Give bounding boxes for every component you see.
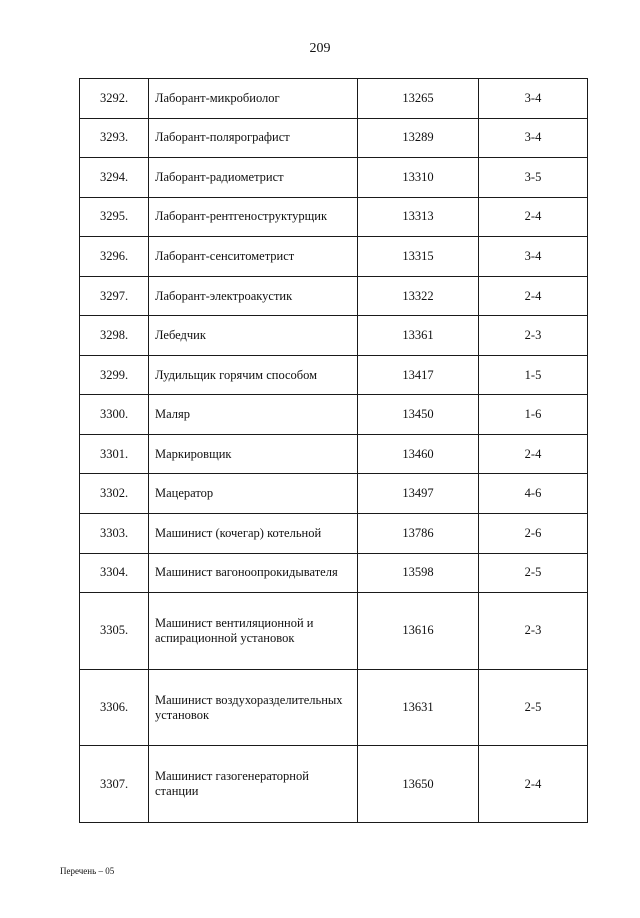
- profession-code: 13631: [358, 669, 479, 746]
- grade-range: 2-3: [479, 316, 588, 356]
- grade-range: 3-4: [479, 79, 588, 119]
- grade-range: 3-4: [479, 237, 588, 277]
- table-row: [80, 158, 588, 198]
- table-row: [80, 276, 588, 316]
- profession-name: Машинист вентиляционной и аспирационной установок: [149, 593, 358, 670]
- profession-name: Лаборант-полярографист: [149, 118, 358, 158]
- table-row: [80, 316, 588, 356]
- table-row: [80, 474, 588, 514]
- profession-name: Лаборант-микробиолог: [149, 79, 358, 119]
- profession-code: 13322: [358, 276, 479, 316]
- profession-code: 13497: [358, 474, 479, 514]
- row-number: 3292.: [80, 79, 149, 119]
- profession-code: 13289: [358, 118, 479, 158]
- row-number: 3294.: [80, 158, 149, 198]
- row-number: 3293.: [80, 118, 149, 158]
- row-number: 3295.: [80, 197, 149, 237]
- grade-range: 2-6: [479, 514, 588, 554]
- profession-code: 13313: [358, 197, 479, 237]
- row-number: 3301.: [80, 434, 149, 474]
- profession-name: Машинист газогенераторной станции: [149, 746, 358, 823]
- grade-range: 1-6: [479, 395, 588, 435]
- profession-code: 13450: [358, 395, 479, 435]
- table-row: [80, 669, 588, 746]
- grade-range: 2-5: [479, 553, 588, 593]
- profession-name: Машинист (кочегар) котельной: [149, 514, 358, 554]
- profession-code: 13650: [358, 746, 479, 823]
- page-number: 209: [309, 41, 331, 56]
- table-row: [80, 514, 588, 554]
- row-number: 3305.: [80, 593, 149, 670]
- table-row: [80, 553, 588, 593]
- table-row: [80, 593, 588, 670]
- profession-name: Маляр: [149, 395, 358, 435]
- profession-code: 13315: [358, 237, 479, 277]
- profession-name: Маркировщик: [149, 434, 358, 474]
- profession-code: 13265: [358, 79, 479, 119]
- profession-name: Мацератор: [149, 474, 358, 514]
- grade-range: 3-4: [479, 118, 588, 158]
- profession-code: 13786: [358, 514, 479, 554]
- table-row: [80, 746, 588, 823]
- profession-name: Лаборант-электроакустик: [149, 276, 358, 316]
- grade-range: 2-4: [479, 197, 588, 237]
- row-number: 3304.: [80, 553, 149, 593]
- footer-label: Перечень – 05: [60, 866, 115, 876]
- row-number: 3302.: [80, 474, 149, 514]
- row-number: 3306.: [80, 669, 149, 746]
- table-row: [80, 237, 588, 277]
- grade-range: 2-4: [479, 746, 588, 823]
- grade-range: 2-5: [479, 669, 588, 746]
- profession-name: Лаборант-рентгеноструктурщик: [149, 197, 358, 237]
- profession-code: 13310: [358, 158, 479, 198]
- profession-code: 13598: [358, 553, 479, 593]
- profession-code: 13361: [358, 316, 479, 356]
- row-number: 3297.: [80, 276, 149, 316]
- profession-name: Лаборант-радиометрист: [149, 158, 358, 198]
- row-number: 3300.: [80, 395, 149, 435]
- profession-name: Лаборант-сенситометрист: [149, 237, 358, 277]
- profession-name: Машинист воздухоразделительных установок: [149, 669, 358, 746]
- grade-range: 2-3: [479, 593, 588, 670]
- row-number: 3298.: [80, 316, 149, 356]
- profession-code: 13460: [358, 434, 479, 474]
- row-number: 3307.: [80, 746, 149, 823]
- table-row: [80, 355, 588, 395]
- row-number: 3303.: [80, 514, 149, 554]
- profession-name: Машинист вагоноопрокидывателя: [149, 553, 358, 593]
- table-row: [80, 197, 588, 237]
- table-row: [80, 434, 588, 474]
- table-row: [80, 395, 588, 435]
- profession-name: Лудильщик горячим способом: [149, 355, 358, 395]
- grade-range: 4-6: [479, 474, 588, 514]
- grade-range: 2-4: [479, 276, 588, 316]
- profession-table: [79, 78, 588, 823]
- profession-code: 13616: [358, 593, 479, 670]
- profession-name: Лебедчик: [149, 316, 358, 356]
- table-row: [80, 79, 588, 119]
- grade-range: 3-5: [479, 158, 588, 198]
- profession-code: 13417: [358, 355, 479, 395]
- grade-range: 1-5: [479, 355, 588, 395]
- table-body: [80, 79, 588, 823]
- grade-range: 2-4: [479, 434, 588, 474]
- table-row: [80, 118, 588, 158]
- row-number: 3299.: [80, 355, 149, 395]
- row-number: 3296.: [80, 237, 149, 277]
